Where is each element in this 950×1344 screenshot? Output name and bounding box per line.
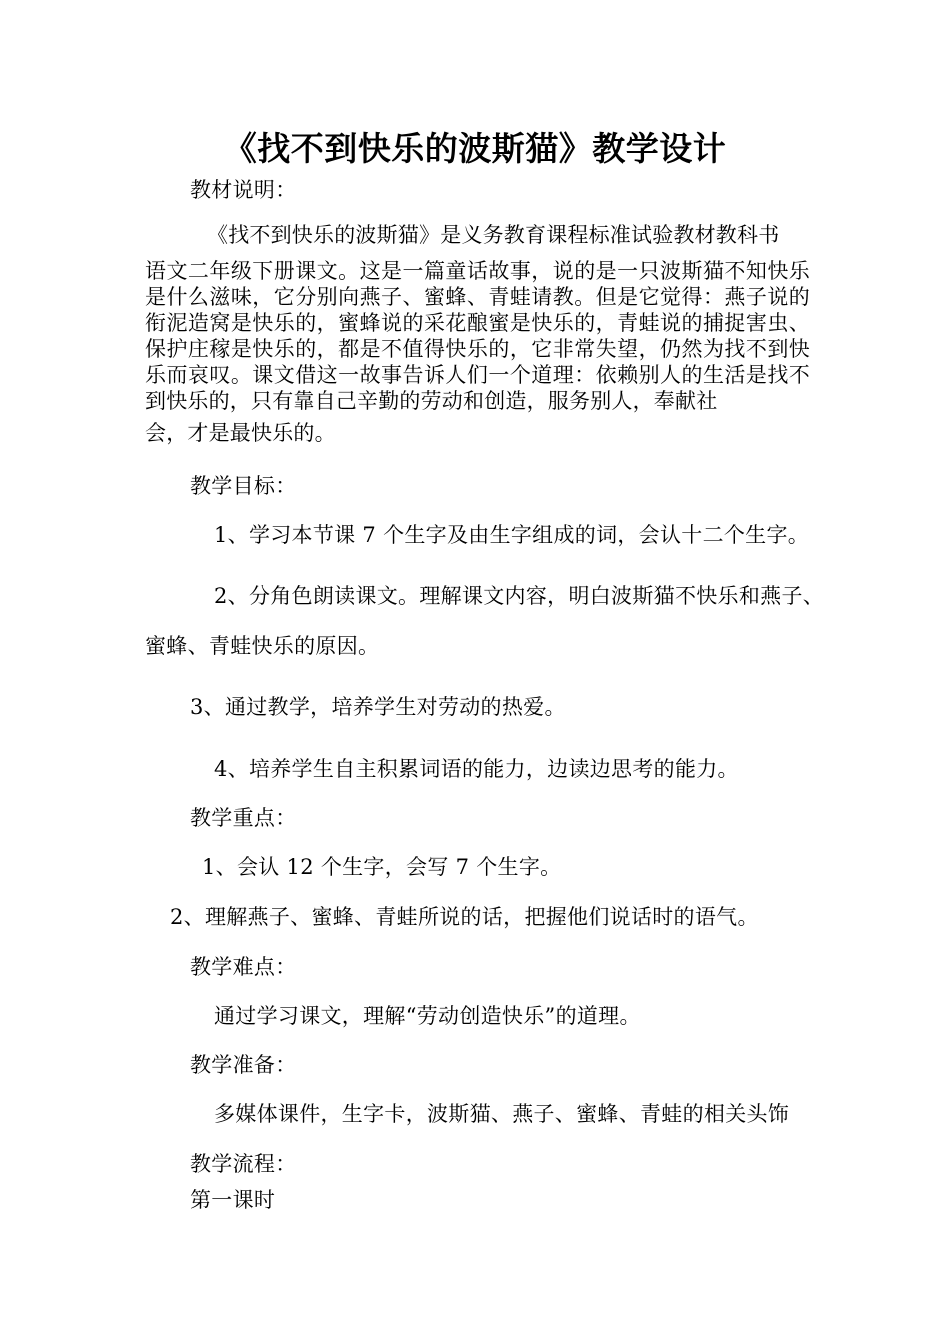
difficulty-text: 通过学习课文，理解“劳动创造快乐”的道理。 [214, 1004, 641, 1028]
goal-2-line-2: 蜜蜂、青蛙快乐的原因。 [145, 634, 380, 658]
goal-3: 3、通过教学，培养学生对劳动的热爱。 [190, 695, 566, 719]
lesson-label: 第一课时 [190, 1188, 276, 1212]
material-heading: 教材说明： [190, 178, 297, 202]
prep-text: 多媒体课件，生字卡，波斯猫、燕子、蜜蜂、青蛙的相关头饰 [214, 1102, 790, 1126]
goal-2-line-1: 2、分角色朗读课文。理解课文内容，明白波斯猫不快乐和燕子、 [214, 584, 825, 608]
key-2: 2、理解燕子、蜜蜂、青蛙所说的话，把握他们说话时的语气。 [170, 905, 759, 929]
material-para-last-line: 会，才是最快乐的。 [145, 421, 336, 445]
prep-heading: 教学准备： [190, 1053, 297, 1077]
process-heading: 教学流程： [190, 1152, 297, 1176]
goals-heading: 教学目标： [190, 474, 297, 498]
goal-1: 1、学习本节课 7 个生字及由生字组成的词，会认十二个生字。 [214, 523, 810, 547]
material-para-body: 语文二年级下册课文。这是一篇童话故事，说的是一只波斯猫不知快乐是什么滋味，它分别向燕子、蜜蜂、青蛙请教。但是它觉得：燕子说的衔泥造窝是快乐的，蜜蜂说的采花酿蜜是快乐的，青蛙说的捕捉害虫、保护庄稼是快乐的，都是不值得快乐的，它非常失望，仍然为找不到快乐而哀叹。课文借这一故事告诉人们一个道理：依赖别人的生活是找不到快乐的，只有靠自己辛勤的劳动和创造，服务别人，奉献社 [145, 259, 810, 413]
document-title: 《找不到快乐的波斯猫》教学设计 [223, 129, 727, 168]
material-para-first-line: 《找不到快乐的波斯猫》是义务教育课程标准试验教材教科书 [207, 223, 780, 247]
difficulty-heading: 教学难点： [190, 955, 297, 979]
goal-4: 4、培养学生自主积累词语的能力，边读边思考的能力。 [214, 757, 739, 781]
material-paragraph [145, 222, 810, 446]
key-heading: 教学重点： [190, 806, 297, 830]
key-1: 1、会认 12 个生字，会写 7 个生字。 [202, 855, 562, 879]
